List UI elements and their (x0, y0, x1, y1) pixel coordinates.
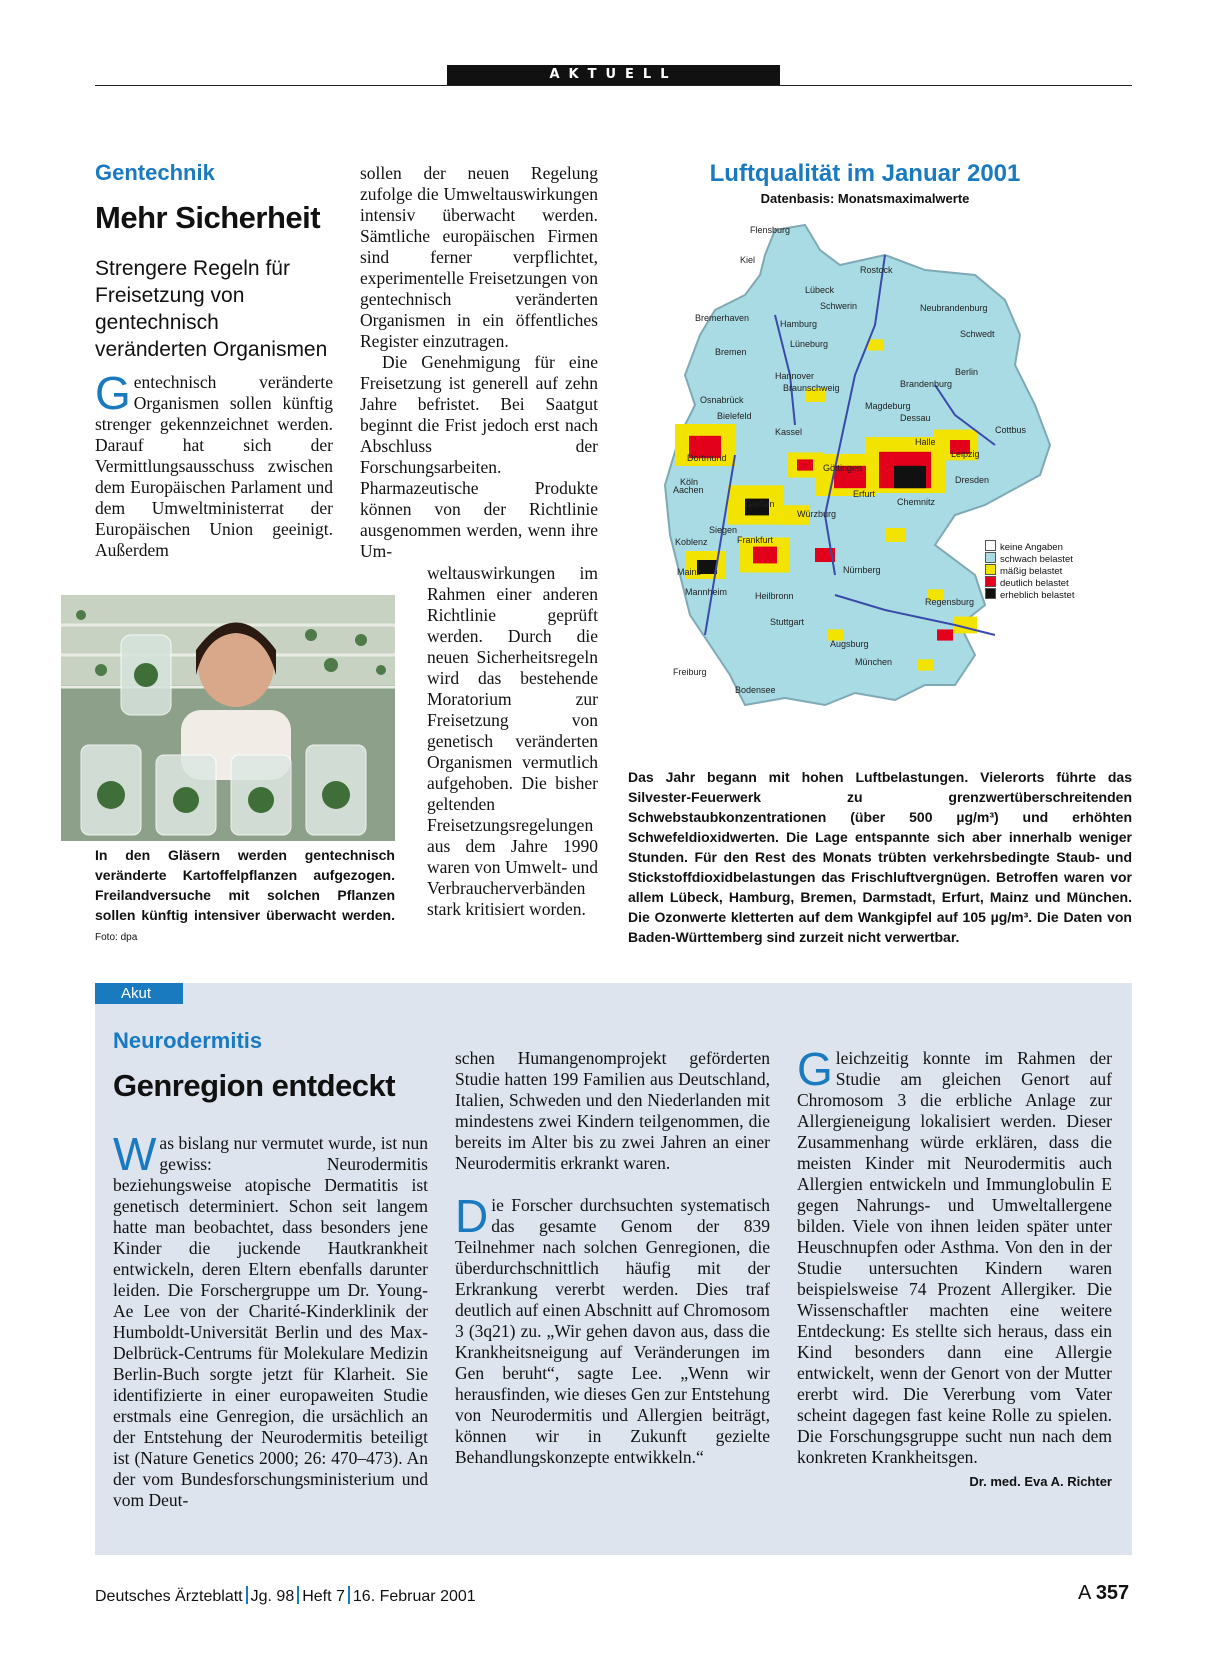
city-label: Schwedt (960, 329, 995, 339)
city-label: Frankfurt (737, 535, 774, 545)
city-label: Heilbronn (755, 591, 794, 601)
footer-issue: Heft 7 (302, 1588, 345, 1605)
city-label: Braunschweig (783, 383, 840, 393)
legend-row (985, 540, 1115, 552)
germany-air-quality-map (655, 215, 1110, 745)
akut-dropcap-1: W (113, 1128, 157, 1180)
luft-title: Luftqualität im Januar 2001 (709, 160, 1021, 187)
pollution-hotspot (894, 466, 926, 488)
city-label: Dessau (900, 413, 931, 423)
gentechnik-p2a: Die Genehmigung für eine Freisetzung ist generell auf zehn Jahre befristet. Bei Saatgut beginnt die Frist jedoch erst nach Abschluss der Forschungsarbeiten. Pharmazeutische Produkte können von der Richtlinie ausgenommen werden, wenn ihre Um- (360, 352, 598, 561)
kartoffel-photo (61, 595, 395, 841)
footer-separator (246, 1586, 248, 1604)
footer-page-number: 357 (1095, 1582, 1130, 1604)
legend-swatch (985, 588, 996, 599)
city-label: Cottbus (995, 425, 1027, 435)
legend-label: keine Angaben (1000, 542, 1063, 553)
city-label: Halle (915, 437, 936, 447)
gentechnik-p2b: weltauswirkungen im Rahmen einer anderen Richtlinie geprüft werden. Durch die neuen Sicherheitsregeln wird das bestehende Moratorium zur Freisetzung von genetisch veränderten Organismen vermutlich aufgehoben. Die bisher geltenden Freisetzungsregelungen aus dem Jahre 1990 waren von Umwelt- und Verbraucherverbänden stark kritisiert worden. (427, 563, 598, 919)
pollution-hotspot (885, 528, 905, 542)
city-label: Augsburg (830, 639, 869, 649)
city-label: Mainz (677, 567, 702, 577)
gentechnik-p1: entechnisch veränderte Organismen sollen künftig strenger gekennzeichnet werden. Darauf hat sich der Vermittlungsausschuss zwischen dem Europäischen Parlament und dem Umweltministerrat der Europäischen Union geeinigt. Außerdem (95, 372, 333, 560)
gentechnik-p1-cont: sollen der neuen Regelung zufolge die Umweltauswirkungen intensiv überwacht werden. Sämtliche europäischen Firmen sind ferner verpflichtet, experimentelle Freisetzungen von gentechnisch veränderten Organismen in ein öffentliches Register einzutragen. (360, 163, 598, 351)
footer-citation (95, 1586, 476, 1606)
footer-page-prefix: A (1078, 1582, 1091, 1604)
city-label: Dresden (955, 475, 990, 485)
akut-headline: Genregion entdeckt (113, 1068, 396, 1103)
city-label: Lübeck (805, 285, 835, 295)
city-label: Freiburg (673, 667, 707, 677)
legend-row (985, 588, 1115, 600)
footer-volume: Jg. 98 (250, 1588, 295, 1605)
legend-swatch (985, 564, 996, 575)
city-label: Schwerin (820, 301, 858, 311)
luft-subtitle: Datenbasis: Monatsmaximalwerte (760, 191, 970, 206)
city-label: Neubrandenburg (920, 303, 988, 313)
legend-label: schwach belastet (1000, 554, 1073, 565)
city-label: Flensburg (750, 225, 791, 235)
akut-col2 (455, 1048, 770, 1468)
gentechnik-col2 (360, 163, 598, 562)
city-label: Lüneburg (790, 339, 829, 349)
akut-col1 (113, 1128, 428, 1511)
section-header: AKTUELL (447, 65, 780, 85)
germany-map-svg (655, 215, 1110, 745)
akut-col1-text: as bislang nur vermutet wurde, ist nun gewiss: Neurodermitis beziehungsweise atopische Dermatitis ist genetisch determiniert. Schon seit langem hatte man beobachtet, dass besonders jene Kinder die juckende Hautkrankheit entwickeln, deren Eltern ebenfalls darunter leiden. Die Forschergruppe um Dr. Young-Ae Lee von der Charité-Kinderklinik der Humboldt-Universität Berlin und des Max-Delbrück-Centrums für Molekulare Medizin Berlin-Buch sorgte jetzt für Klarheit. Sie identifizierte in einer europaweiten Studie erstmals eine Genregion, die ursächlich an der Entstehung der Neurodermitis beteiligt ist (Nature Genetics 2000; 26: 470–473). An der vom Bundesforschungsministerium und vom Deut- (113, 1133, 428, 1510)
gentechnik-headline: Mehr Sicherheit (95, 200, 321, 235)
legend-swatch (985, 576, 996, 587)
footer-journal: Deutsches Ärzteblatt (95, 1588, 243, 1605)
gentechnik-kicker: Gentechnik (95, 160, 215, 185)
city-label: Rostock (860, 265, 893, 275)
city-label: Göttingen (823, 463, 863, 473)
akut-col3-text (797, 1043, 1112, 1489)
footer-separator (297, 1586, 299, 1604)
photo-credit: Foto: dpa (95, 932, 138, 943)
legend-label: deutlich belastet (1000, 578, 1069, 589)
city-label: Dortmund (687, 453, 727, 463)
akut-col2a-text: schen Humangenomprojekt geförderten Studie hatten 199 Familien aus Deutschland, Italien, Schweden und den Niederlanden mit mindestens zwei Kindern teilgenommen, die bereits im Alter bis zu zwei Jahren an einer Neurodermitis erkrankt waren. (455, 1048, 770, 1173)
legend-row (985, 564, 1115, 576)
akut-dropcap-3: G (797, 1043, 833, 1095)
city-label: Bodensee (735, 685, 776, 695)
city-label: Osnabrück (700, 395, 744, 405)
city-label: Regensburg (925, 597, 975, 607)
city-label: Köln (680, 477, 699, 487)
city-label: Magdeburg (865, 401, 911, 411)
city-label: Gießen (745, 499, 775, 509)
city-label: Hannover (775, 371, 815, 381)
city-label: Leipzig (951, 449, 980, 459)
legend-swatch (985, 540, 996, 551)
gentechnik-col1 (95, 367, 333, 561)
city-label: Bielefeld (717, 411, 752, 421)
legend-label: mäßig belastet (1000, 566, 1063, 577)
kartoffel-photo-illustration (61, 595, 395, 841)
city-label: Kassel (775, 427, 803, 437)
legend-label: erheblich belastet (1000, 590, 1075, 601)
city-label: Berlin (955, 367, 979, 377)
luft-caption: Das Jahr begann mit hohen Luftbelastungen. Vielerorts führte das Silvester-Feuerwerk zu grenzwertüberschreitenden Schwebstaubkonzentrationen (über 500 µg/m³) und erhöhten Schwefeldioxidwerten. Die Lage entspannte sich aber innerhalb weniger Stunden. Für den Rest des Monats trübten verkehrsbedingte Staub- und Stickstoffdioxidbelastungen das Frischluftvergnügen. Betroffen waren vor allem Lübeck, Hamburg, Bremen, Darmstadt, Erfurt, Mainz und München. Die Ozonwerte kletterten auf dem Wankgipfel auf 105 µg/m³. Die Daten von Baden-Württemberg sind zurzeit nicht verwertbar. (628, 769, 1132, 945)
city-label: Bremen (715, 347, 747, 357)
gentechnik-deck: Strengere Regeln für Freisetzung von gentechnisch veränderten Organismen (95, 257, 328, 361)
city-label: Siegen (709, 525, 738, 535)
akut-col2b (455, 1190, 770, 1468)
city-label: Stuttgart (770, 617, 805, 627)
gentechnik-col2-narrow (427, 563, 598, 920)
akut-dropcap-2: D (455, 1190, 489, 1242)
city-label: Kiel (740, 255, 756, 265)
akut-author: Dr. med. Eva A. Richter (969, 1474, 1112, 1489)
legend-swatch (985, 552, 996, 563)
header-rule (95, 85, 1132, 86)
akut-tab: Akut (95, 983, 183, 1004)
akut-col3 (797, 1043, 1112, 1492)
city-label: Brandenburg (900, 379, 953, 389)
city-label: Nürnberg (843, 565, 881, 575)
pollution-hotspot (797, 459, 813, 470)
city-label: Mannheim (685, 587, 728, 597)
city-label: Aachen (673, 485, 704, 495)
akut-kicker: Neurodermitis (113, 1028, 263, 1053)
footer-separator (348, 1586, 350, 1604)
pollution-hotspot (753, 547, 777, 564)
gentechnik-caption (95, 845, 395, 948)
city-label: Erfurt (853, 489, 876, 499)
city-label: Hamburg (780, 319, 818, 329)
footer-page (1078, 1582, 1129, 1605)
legend-row (985, 552, 1115, 564)
city-label: Koblenz (675, 537, 708, 547)
city-label: Chemnitz (897, 497, 936, 507)
legend-row (985, 576, 1115, 588)
map-legend (985, 540, 1115, 600)
city-label: Bremerhaven (695, 313, 750, 323)
gentechnik-dropcap: G (95, 367, 131, 419)
gentechnik-caption-text: In den Gläsern werden gentechnisch veränderte Kartoffelpflanzen aufgezogen. Freilandversuche mit solchen Pflanzen sollen künftig intensiver überwacht werden. (95, 847, 395, 923)
city-label: München (855, 657, 893, 667)
city-label: Würzburg (797, 509, 837, 519)
pollution-hotspot (917, 659, 933, 670)
footer-date: 16. Februar 2001 (352, 1588, 476, 1605)
akut-col2b-text: ie Forscher durchsuchten systematisch das gesamte Genom der 839 Teilnehmer nach solchen Genregionen, die überdurchschnittlich häufig mit der Erkrankung vererbt werden. Dies traf deutlich auf einen Abschnitt auf Chromosom 3 (3q21) zu. „Wir gehen davon aus, dass die Krankheitsneigung auf Veränderungen im Gen beruht“, sagte Lee. „Wenn wir herausfinden, wie dieses Gen zur Entstehung von Neurodermitis und Allergien beiträgt, können wir in Zukunft gezielte Behandlungskonzepte entwikkeln.“ (455, 1195, 770, 1467)
akut-col3-body: leichzeitig konnte im Rahmen der Studie am gleichen Genort auf Chromosom 3 die erbliche Anlage zur Allergieneigung lokalisiert werden. Dieser Zusammenhang würde erklären, dass die meisten Kinder mit Neurodermitis auch Allergien entwickeln und Immunglobulin E gegen Nahrungs- und Umweltallergene bilden. Viele von ihnen leiden später unter Heuschnupfen oder Asthma. Von den in der Studie untersuchten Kindern waren beispielsweise 74 Prozent Allergiker. Die Wissenschaftler machten eine weitere Entdeckung: Es stellte sich heraus, dass ein Kind besonders dann eine Allergie entwickelt, wenn der Genort von der Mutter ererbt wird. Die Vererbung vom Vater scheint dagegen fast keine Rolle zu spielen. Die Forschungsgruppe sucht nun nach dem konkreten Krankheitsgen. (797, 1048, 1112, 1467)
pollution-hotspot (937, 629, 953, 640)
